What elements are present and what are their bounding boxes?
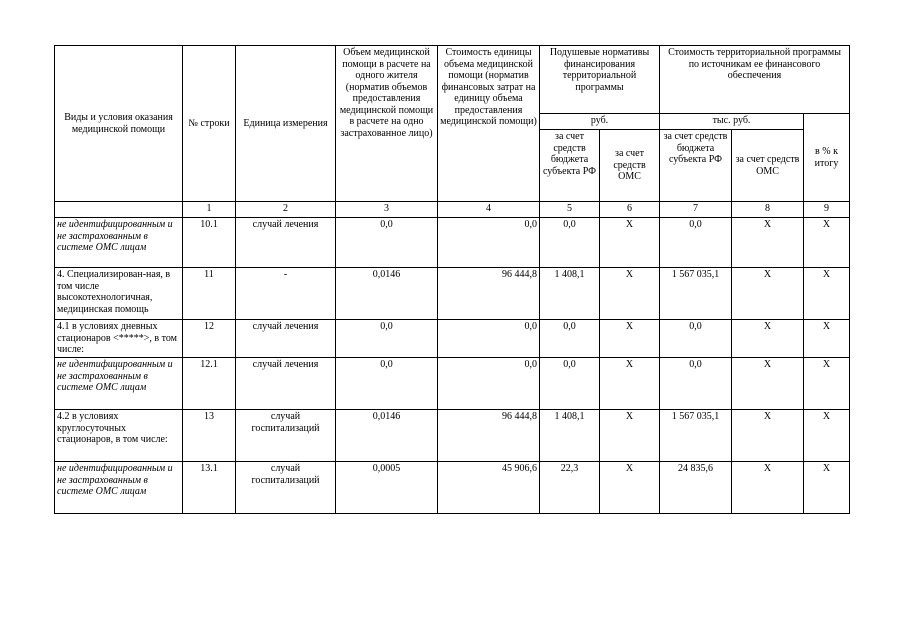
medical-care-cost-table [54, 45, 850, 514]
row-unit: случай лечения [236, 320, 336, 358]
header-unit: Единица измерения [236, 46, 336, 202]
row-pc-oms: X [600, 410, 660, 462]
row-tp-budget: 0,0 [660, 320, 732, 358]
row-unit: случай госпитализаций [236, 462, 336, 514]
row-volume: 0,0146 [336, 410, 438, 462]
row-tp-oms: X [732, 462, 804, 514]
row-tp-budget: 1 567 035,1 [660, 410, 732, 462]
header-program-cost: Стоимость территориальной программы по источникам ее финансового обеспечения [660, 46, 850, 114]
header-thous-rub: тыс. руб. [660, 114, 804, 130]
row-tp-oms: X [732, 218, 804, 268]
column-number: 8 [732, 202, 804, 218]
column-number: 4 [438, 202, 540, 218]
table-row [55, 410, 850, 462]
row-percent: X [804, 218, 850, 268]
table-row [55, 462, 850, 514]
row-pc-oms: X [600, 358, 660, 410]
row-name: не идентифицированным и не застрахованным в системе ОМС лицам [55, 358, 183, 410]
row-pc-budget: 1 408,1 [540, 410, 600, 462]
row-name: 4.2 в условиях круглосуточных стационаров, в том числе: [55, 410, 183, 462]
header-pc-oms: за счет средств ОМС [600, 130, 660, 202]
row-number: 13 [183, 410, 236, 462]
row-tp-oms: X [732, 358, 804, 410]
row-unit-cost: 96 444,8 [438, 410, 540, 462]
row-number: 13.1 [183, 462, 236, 514]
row-number: 12 [183, 320, 236, 358]
table-row [55, 218, 850, 268]
column-number: 2 [236, 202, 336, 218]
row-percent: X [804, 462, 850, 514]
row-tp-oms: X [732, 268, 804, 320]
header-pc-budget: за счет средств бюджета субъекта РФ [540, 130, 600, 202]
row-unit-cost: 0,0 [438, 358, 540, 410]
row-tp-oms: X [732, 410, 804, 462]
row-volume: 0,0005 [336, 462, 438, 514]
header-unit-cost: Стоимость единицы объема медицинской помощи (норматив финансовых затрат на единицу объема предоставления медицинской помощи) [438, 46, 540, 202]
row-unit: - [236, 268, 336, 320]
column-number: 5 [540, 202, 600, 218]
row-unit-cost: 0,0 [438, 320, 540, 358]
table-row [55, 358, 850, 410]
row-percent: X [804, 410, 850, 462]
row-tp-budget: 1 567 035,1 [660, 268, 732, 320]
column-number: 9 [804, 202, 850, 218]
row-unit-cost: 45 906,6 [438, 462, 540, 514]
row-volume: 0,0146 [336, 268, 438, 320]
row-tp-budget: 0,0 [660, 358, 732, 410]
row-pc-budget: 22,3 [540, 462, 600, 514]
row-unit-cost: 0,0 [438, 218, 540, 268]
row-percent: X [804, 320, 850, 358]
row-unit: случай госпитализаций [236, 410, 336, 462]
column-number: 1 [183, 202, 236, 218]
column-number-row [55, 202, 850, 218]
row-volume: 0,0 [336, 218, 438, 268]
header-percent: в % к итогу [804, 114, 850, 202]
row-volume: 0,0 [336, 358, 438, 410]
column-number-blank [55, 202, 183, 218]
row-volume: 0,0 [336, 320, 438, 358]
row-pc-budget: 0,0 [540, 320, 600, 358]
header-rub: руб. [540, 114, 660, 130]
row-percent: X [804, 358, 850, 410]
table-body [55, 218, 850, 514]
header-volume: Объем медицинской помощи в расчете на одного жителя (норматив объемов предоставления медицинской помощи в расчете на одно застрахованное лицо) [336, 46, 438, 202]
table-row [55, 320, 850, 358]
row-percent: X [804, 268, 850, 320]
row-pc-oms: X [600, 320, 660, 358]
header-type: Виды и условия оказания медицинской помощи [55, 46, 183, 202]
row-tp-oms: X [732, 320, 804, 358]
row-unit-cost: 96 444,8 [438, 268, 540, 320]
row-pc-budget: 0,0 [540, 358, 600, 410]
table-row [55, 268, 850, 320]
header-row-number: № строки [183, 46, 236, 202]
row-pc-oms: X [600, 268, 660, 320]
row-tp-budget: 24 835,6 [660, 462, 732, 514]
row-pc-oms: X [600, 462, 660, 514]
row-number: 10.1 [183, 218, 236, 268]
row-pc-budget: 1 408,1 [540, 268, 600, 320]
row-pc-budget: 0,0 [540, 218, 600, 268]
row-tp-budget: 0,0 [660, 218, 732, 268]
header-tp-budget: за счет средств бюджета субъекта РФ [660, 130, 732, 202]
column-number: 6 [600, 202, 660, 218]
row-unit: случай лечения [236, 218, 336, 268]
row-name: 4.1 в условиях дневных стационаров <*****>, в том числе: [55, 320, 183, 358]
header-tp-oms: за счет средств ОМС [732, 130, 804, 202]
row-name: не идентифицированным и не застрахованным в системе ОМС лицам [55, 462, 183, 514]
row-pc-oms: X [600, 218, 660, 268]
column-number: 3 [336, 202, 438, 218]
row-unit: случай лечения [236, 358, 336, 410]
row-name: 4. Специализирован-ная, в том числе высокотехнологичная, медицинская помощь [55, 268, 183, 320]
row-number: 12.1 [183, 358, 236, 410]
row-number: 11 [183, 268, 236, 320]
column-number: 7 [660, 202, 732, 218]
header-per-capita: Подушевые нормативы финансирования территориальной программы [540, 46, 660, 114]
row-name: не идентифицированным и не застрахованным в системе ОМС лицам [55, 218, 183, 268]
